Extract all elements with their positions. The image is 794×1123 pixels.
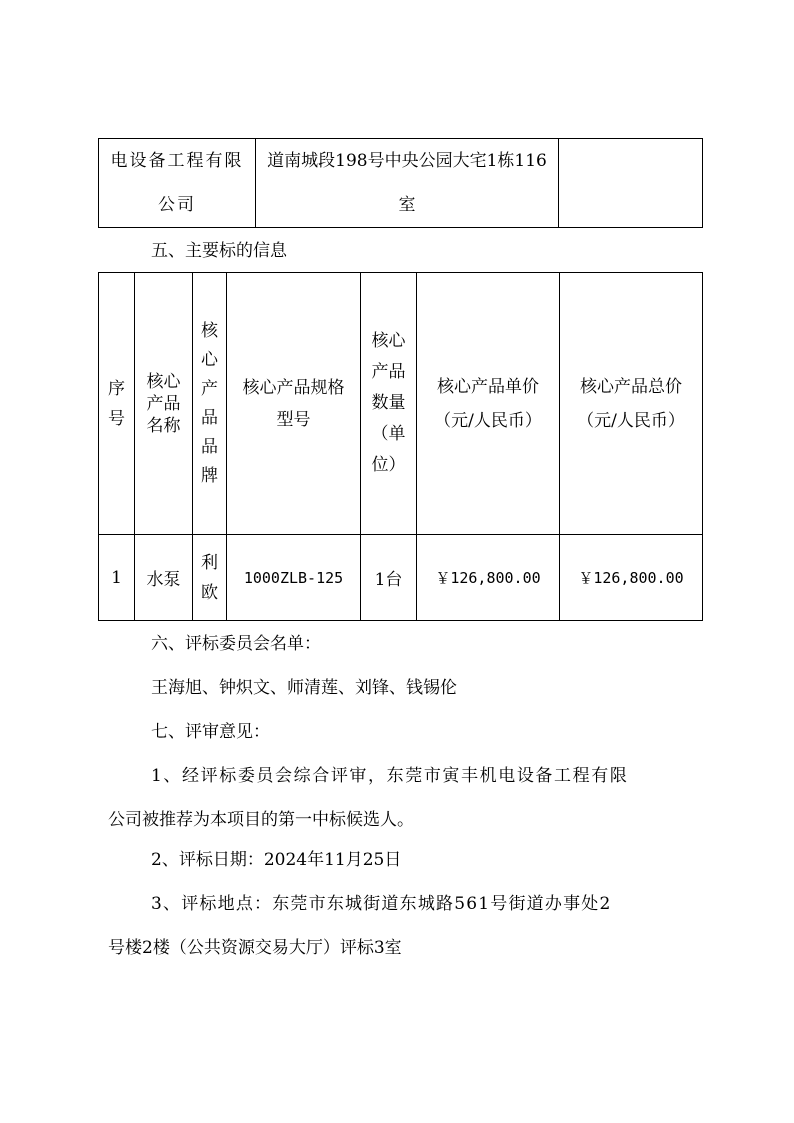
empty-cell [559, 139, 703, 228]
table-row [99, 535, 703, 621]
section-7-heading: 七、评审意见： [151, 722, 270, 742]
header-qty: 核心产品数量（单位） [361, 273, 417, 535]
opinion-item-3-line-2: 号楼2楼（公共资源交易大厅）评标3室 [108, 938, 402, 958]
opinion-item-3-line-1: 3、评标地点：东莞市东城街道东城路561号街道办事处2 [151, 894, 612, 914]
table-row [99, 139, 703, 228]
address-cell: 道南城段198号中央公园大宅1栋116室 [256, 139, 559, 228]
header-brand: 核心产品品牌 [193, 273, 227, 535]
opinion-item-2: 2、评标日期：2024年11月25日 [151, 850, 402, 870]
header-unit-price: 核心产品单价（元/人民币） [417, 273, 560, 535]
cell-seq: 1 [99, 535, 135, 621]
product-table [98, 272, 703, 621]
cell-spec: 1000ZLB-125 [227, 535, 361, 621]
header-name: 核心产品名称 [135, 273, 193, 535]
cell-total-price: ￥126,800.00 [560, 535, 703, 621]
opinion-item-1-line-1: 1、经评标委员会综合评审，东莞市寅丰机电设备工程有限 [151, 766, 629, 786]
cell-name: 水泵 [135, 535, 193, 621]
header-total-price: 核心产品总价（元/人民币） [560, 273, 703, 535]
cell-qty: 1台 [361, 535, 417, 621]
section-5-heading: 五、主要标的信息 [151, 241, 287, 261]
opinion-item-1-line-2: 公司被推荐为本项目的第一中标候选人。 [108, 810, 414, 830]
section-6-heading: 六、评标委员会名单： [151, 634, 321, 654]
cell-unit-price: ￥126,800.00 [417, 535, 560, 621]
header-seq: 序号 [99, 273, 135, 535]
cell-brand: 利欧 [193, 535, 227, 621]
supplier-table [98, 138, 703, 228]
table-header-row [99, 273, 703, 535]
header-spec: 核心产品规格型号 [227, 273, 361, 535]
committee-members: 王海旭、钟炽文、师清莲、刘锋、钱锡伦 [151, 678, 457, 698]
company-name-cell: 电设备工程有限公司 [99, 139, 256, 228]
